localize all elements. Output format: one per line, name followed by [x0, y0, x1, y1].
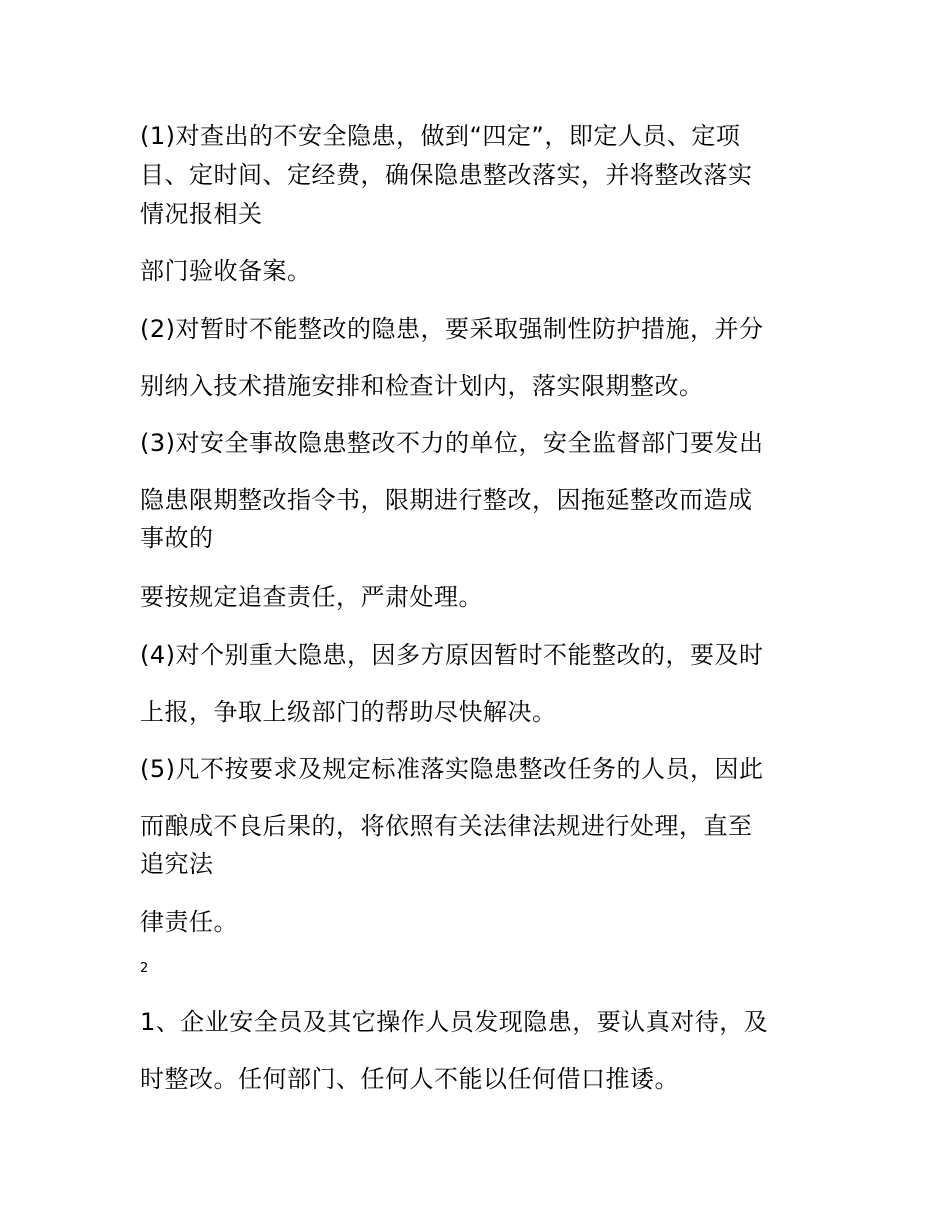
- text-line: (5)凡不按要求及规定标准落实隐患整改任务的人员，因此: [140, 755, 764, 783]
- text-line: 别纳入技术措施安排和检查计划内，落实限期整改。: [140, 372, 704, 400]
- text-line: (2)对暂时不能整改的隐患，要采取强制性防护措施，并分: [140, 315, 764, 343]
- text-line: 目、定时间、定经费，确保隐患整改落实，并将整改落实: [140, 161, 753, 189]
- text-line: (4)对个别重大隐患，因多方原因暂时不能整改的，要及时: [140, 641, 764, 669]
- text-line: 上报，争取上级部门的帮助尽快解决。: [140, 698, 557, 726]
- text-line: 而酿成不良后果的，将依照有关法律法规进行处理，直至: [140, 812, 753, 840]
- text-line: (1)对查出的不安全隐患，做到“四定”，即定人员、定项: [140, 122, 741, 150]
- text-line: 律责任。: [140, 908, 238, 936]
- text-line: 情况报相关: [140, 200, 263, 228]
- text-line: 要按规定追查责任，严肃处理。: [140, 583, 483, 611]
- text-line: 1、企业安全员及其它操作人员发现隐患，要认真对待，及: [140, 1008, 769, 1036]
- text-line: 事故的: [140, 524, 214, 552]
- text-line: 追究法: [140, 850, 214, 878]
- text-line: 部门验收备案。: [140, 257, 312, 285]
- text-line: 时整改。任何部门、任何人不能以任何借口推诿。: [140, 1065, 679, 1093]
- page-number: 2: [140, 961, 149, 976]
- text-line: 隐患限期整改指令书，限期进行整改，因拖延整改而造成: [140, 486, 753, 514]
- text-line: (3)对安全事故隐患整改不力的单位，安全监督部门要发出: [140, 429, 764, 457]
